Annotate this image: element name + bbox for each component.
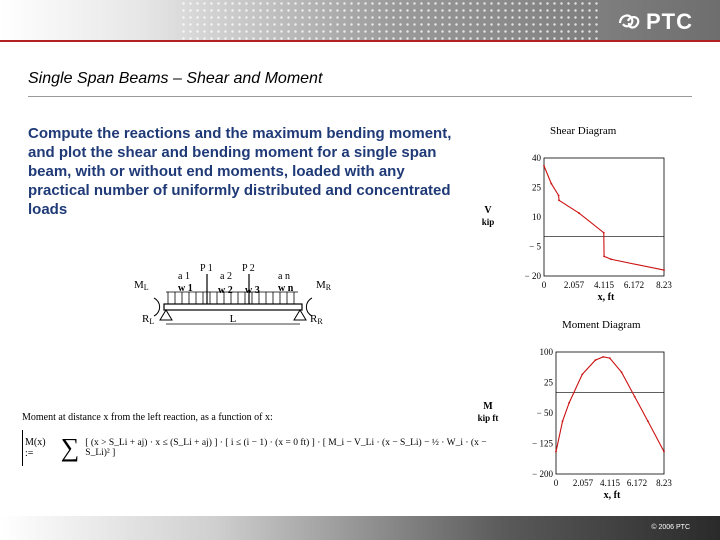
label-w2: w 2	[218, 285, 233, 296]
slide-description: Compute the reactions and the maximum bending moment, and plot the shear and bending moment for a single span beam, with or without end moments, loaded with any practical number of uniformly distributed and concentrated loads	[28, 125, 452, 218]
formula-lhs: M(x) :=	[25, 437, 46, 459]
data-point	[550, 183, 552, 185]
label-RL: RL	[142, 313, 155, 326]
y-tick-label: − 200	[532, 469, 553, 479]
data-point	[647, 420, 649, 422]
label-an: a n	[278, 271, 290, 282]
logo-text: PTC	[646, 9, 693, 34]
x-tick-label: 2.057	[563, 280, 585, 290]
x-tick-label: 8.23	[656, 478, 672, 488]
label-RR: RR	[310, 313, 323, 326]
y-tick-label: − 20	[524, 271, 541, 281]
beam	[164, 304, 302, 310]
y-axis-label: M	[483, 401, 493, 412]
x-tick-label: 6.172	[623, 280, 645, 290]
label-a2: a 2	[220, 271, 232, 282]
sum-symbol: ∑	[60, 433, 80, 462]
data-point	[602, 356, 604, 358]
y-axis-unit: kip ft	[477, 413, 499, 423]
data-point	[562, 420, 564, 422]
beam-diagram	[130, 258, 340, 340]
label-wn: w n	[278, 283, 294, 294]
x-tick-label: 6.172	[626, 478, 648, 488]
left-moment-arc	[154, 298, 160, 316]
data-point	[581, 373, 583, 375]
y-axis-label: V	[484, 205, 492, 216]
formula-row	[22, 430, 495, 466]
formula-caption: Moment at distance x from the left reaction, as a function of x:	[22, 412, 273, 423]
left-support	[160, 310, 172, 320]
label-w1: w 1	[178, 283, 193, 294]
ptc-swirl-icon	[616, 11, 642, 33]
data-point	[663, 269, 665, 271]
moment-chart	[474, 314, 696, 508]
data-point	[621, 371, 623, 373]
data-point	[663, 451, 665, 453]
shear-chart	[474, 120, 696, 310]
x-tick-label: 0	[541, 280, 547, 290]
y-tick-label: 25	[544, 377, 553, 388]
header-rule	[0, 40, 720, 42]
x-tick-label: 0	[553, 478, 559, 488]
y-tick-label: − 5	[529, 241, 541, 252]
label-P1: P 1	[200, 263, 213, 274]
x-tick-label: 4.115	[594, 280, 614, 290]
x-tick-label: 2.057	[572, 478, 594, 488]
data-point	[555, 451, 557, 453]
title-rule	[28, 96, 692, 97]
right-support	[294, 310, 306, 320]
data-point	[609, 357, 611, 359]
footer-band	[0, 516, 720, 540]
data-point	[594, 359, 596, 361]
x-tick-label: 8.23	[656, 280, 672, 290]
data-point	[603, 255, 605, 257]
label-L: L	[229, 313, 237, 325]
label-P2: P 2	[242, 263, 255, 274]
x-axis-label: x, ft	[603, 490, 621, 501]
data-point	[543, 165, 545, 167]
data-point	[610, 258, 612, 260]
y-tick-label: 100	[539, 347, 553, 357]
formula-body: [ (x > S_Li + aj) · x ≤ (S_Li + aj) ] · [ i ≤ (i − 1) · (x = 0 ft) ] · [ M_i − V_Li · (x − S_Li) − ½ · W_i · (x − S_Li)² ]	[85, 438, 487, 458]
y-tick-label: 25	[532, 182, 541, 193]
data-point	[634, 396, 636, 398]
y-tick-label: − 50	[536, 408, 553, 418]
y-tick-label: 10	[532, 212, 541, 222]
chart-title: Shear Diagram	[550, 125, 617, 137]
label-MR: MR	[316, 279, 332, 292]
chart-title: Moment Diagram	[562, 319, 641, 331]
x-tick-label: 4.115	[600, 478, 620, 488]
y-tick-label: 40	[532, 153, 541, 163]
x-axis-label: x, ft	[597, 292, 615, 303]
dot-pattern	[180, 0, 600, 40]
slide-title: Single Span Beams – Shear and Moment	[28, 70, 323, 87]
series-line	[544, 166, 664, 270]
data-point	[558, 199, 560, 201]
label-a1: a 1	[178, 271, 190, 282]
y-axis-unit: kip	[481, 217, 495, 227]
header-band	[0, 0, 720, 40]
plot-frame	[556, 352, 664, 474]
label-ML: ML	[134, 279, 149, 292]
ptc-logo	[616, 9, 693, 35]
y-tick-label: − 125	[532, 438, 553, 449]
plot-frame	[544, 158, 664, 276]
data-point	[578, 212, 580, 214]
data-point	[568, 402, 570, 404]
copyright: © 2006 PTC	[651, 524, 690, 531]
data-point	[558, 194, 560, 196]
series-line	[556, 357, 664, 452]
data-point	[603, 232, 605, 234]
label-w3: w 3	[245, 285, 260, 296]
